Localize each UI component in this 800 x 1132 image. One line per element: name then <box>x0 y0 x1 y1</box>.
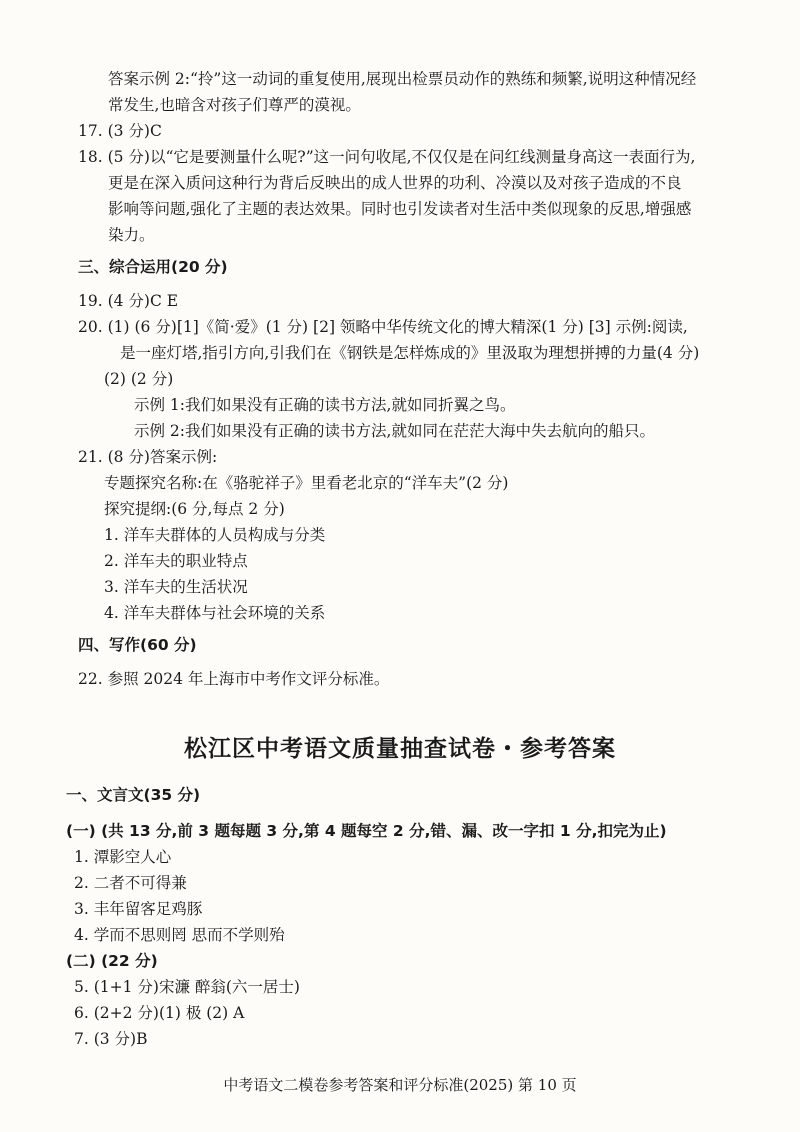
answer-21-head: 21. (8 分)答案示例: <box>78 448 218 466</box>
songjiang-answer-1: 1. 潭影空人心 <box>74 848 172 866</box>
answer-20-example2: 示例 2:我们如果没有正确的读书方法,就如同在茫茫大海中失去航向的船只。 <box>134 422 655 440</box>
songjiang-answer-7: 7. (3 分)B <box>74 1030 148 1048</box>
answer-18-line1: 18. (5 分)以“它是要测量什么呢?”这一问句收尾,不仅仅是在问红线测量身高这一表面行为, <box>78 148 696 166</box>
answer-21-outline: 探究提纲:(6 分,每点 2 分) <box>104 500 285 518</box>
answer-21-topic: 专题探究名称:在《骆驼祥子》里看老北京的“洋车夫”(2 分) <box>104 474 509 492</box>
answer-20-line2: 是一座灯塔,指引方向,引我们在《钢铁是怎样炼成的》里汲取为理想拼搏的力量(4 分) <box>120 344 700 362</box>
answer-18-line3: 影响等问题,强化了主题的表达效果。同时也引发读者对生活中类似现象的反思,增强感 <box>108 200 692 218</box>
answer-21-point1: 1. 洋车夫群体的人员构成与分类 <box>104 526 326 544</box>
answer-21-point4: 4. 洋车夫群体与社会环境的关系 <box>104 604 326 622</box>
answer-21-point2: 2. 洋车夫的职业特点 <box>104 552 248 570</box>
songjiang-section-1-heading: 一、文言文(35 分) <box>66 786 201 804</box>
songjiang-answer-6: 6. (2+2 分)(1) 极 (2) A <box>74 1004 245 1022</box>
songjiang-answer-5: 5. (1+1 分)宋濂 醉翁(六一居士) <box>74 978 300 996</box>
answer-18-line2: 更是在深入质问这种行为背后反映出的成人世界的功利、冷漠以及对孩子造成的不良 <box>108 174 682 192</box>
songjiang-answer-4: 4. 学而不思则罔 思而不学则殆 <box>74 926 285 944</box>
answer-18-line4: 染力。 <box>108 226 155 244</box>
songjiang-answer-2: 2. 二者不可得兼 <box>74 874 187 892</box>
answer-20-example1: 示例 1:我们如果没有正确的读书方法,就如同折翼之鸟。 <box>134 396 516 414</box>
songjiang-answer-3: 3. 丰年留客足鸡豚 <box>74 900 203 918</box>
answer-example-2-line2: 常发生,也暗含对孩子们尊严的漠视。 <box>108 96 361 114</box>
songjiang-part1-heading: (一) (共 13 分,前 3 题每题 3 分,第 4 题每空 2 分,错、漏、改一字扣 1 分,扣完为止) <box>66 822 667 840</box>
answer-example-2-line1: 答案示例 2:“拎”这一动词的重复使用,展现出检票员动作的熟练和频繁,说明这种情况经 <box>108 70 697 88</box>
answer-22: 22. 参照 2024 年上海市中考作文评分标准。 <box>78 670 390 688</box>
page-footer: 中考语文二模卷参考答案和评分标准(2025) 第 10 页 <box>223 1076 577 1094</box>
answer-17: 17. (3 分)C <box>78 122 162 140</box>
answer-21-point3: 3. 洋车夫的生活状况 <box>104 578 248 596</box>
songjiang-part2-heading: (二) (22 分) <box>66 952 158 970</box>
answer-20-part2: (2) (2 分) <box>104 370 174 388</box>
section-4-heading: 四、写作(60 分) <box>78 636 197 654</box>
answer-20-line1: 20. (1) (6 分)[1]《简·爱》(1 分) [2] 领略中华传统文化的博大精深(1 分) [3] 示例:阅读, <box>78 318 688 336</box>
answer-19: 19. (4 分)C E <box>78 292 179 310</box>
songjiang-title: 松江区中考语文质量抽查试卷・参考答案 <box>184 736 616 762</box>
section-3-heading: 三、综合运用(20 分) <box>78 258 228 276</box>
